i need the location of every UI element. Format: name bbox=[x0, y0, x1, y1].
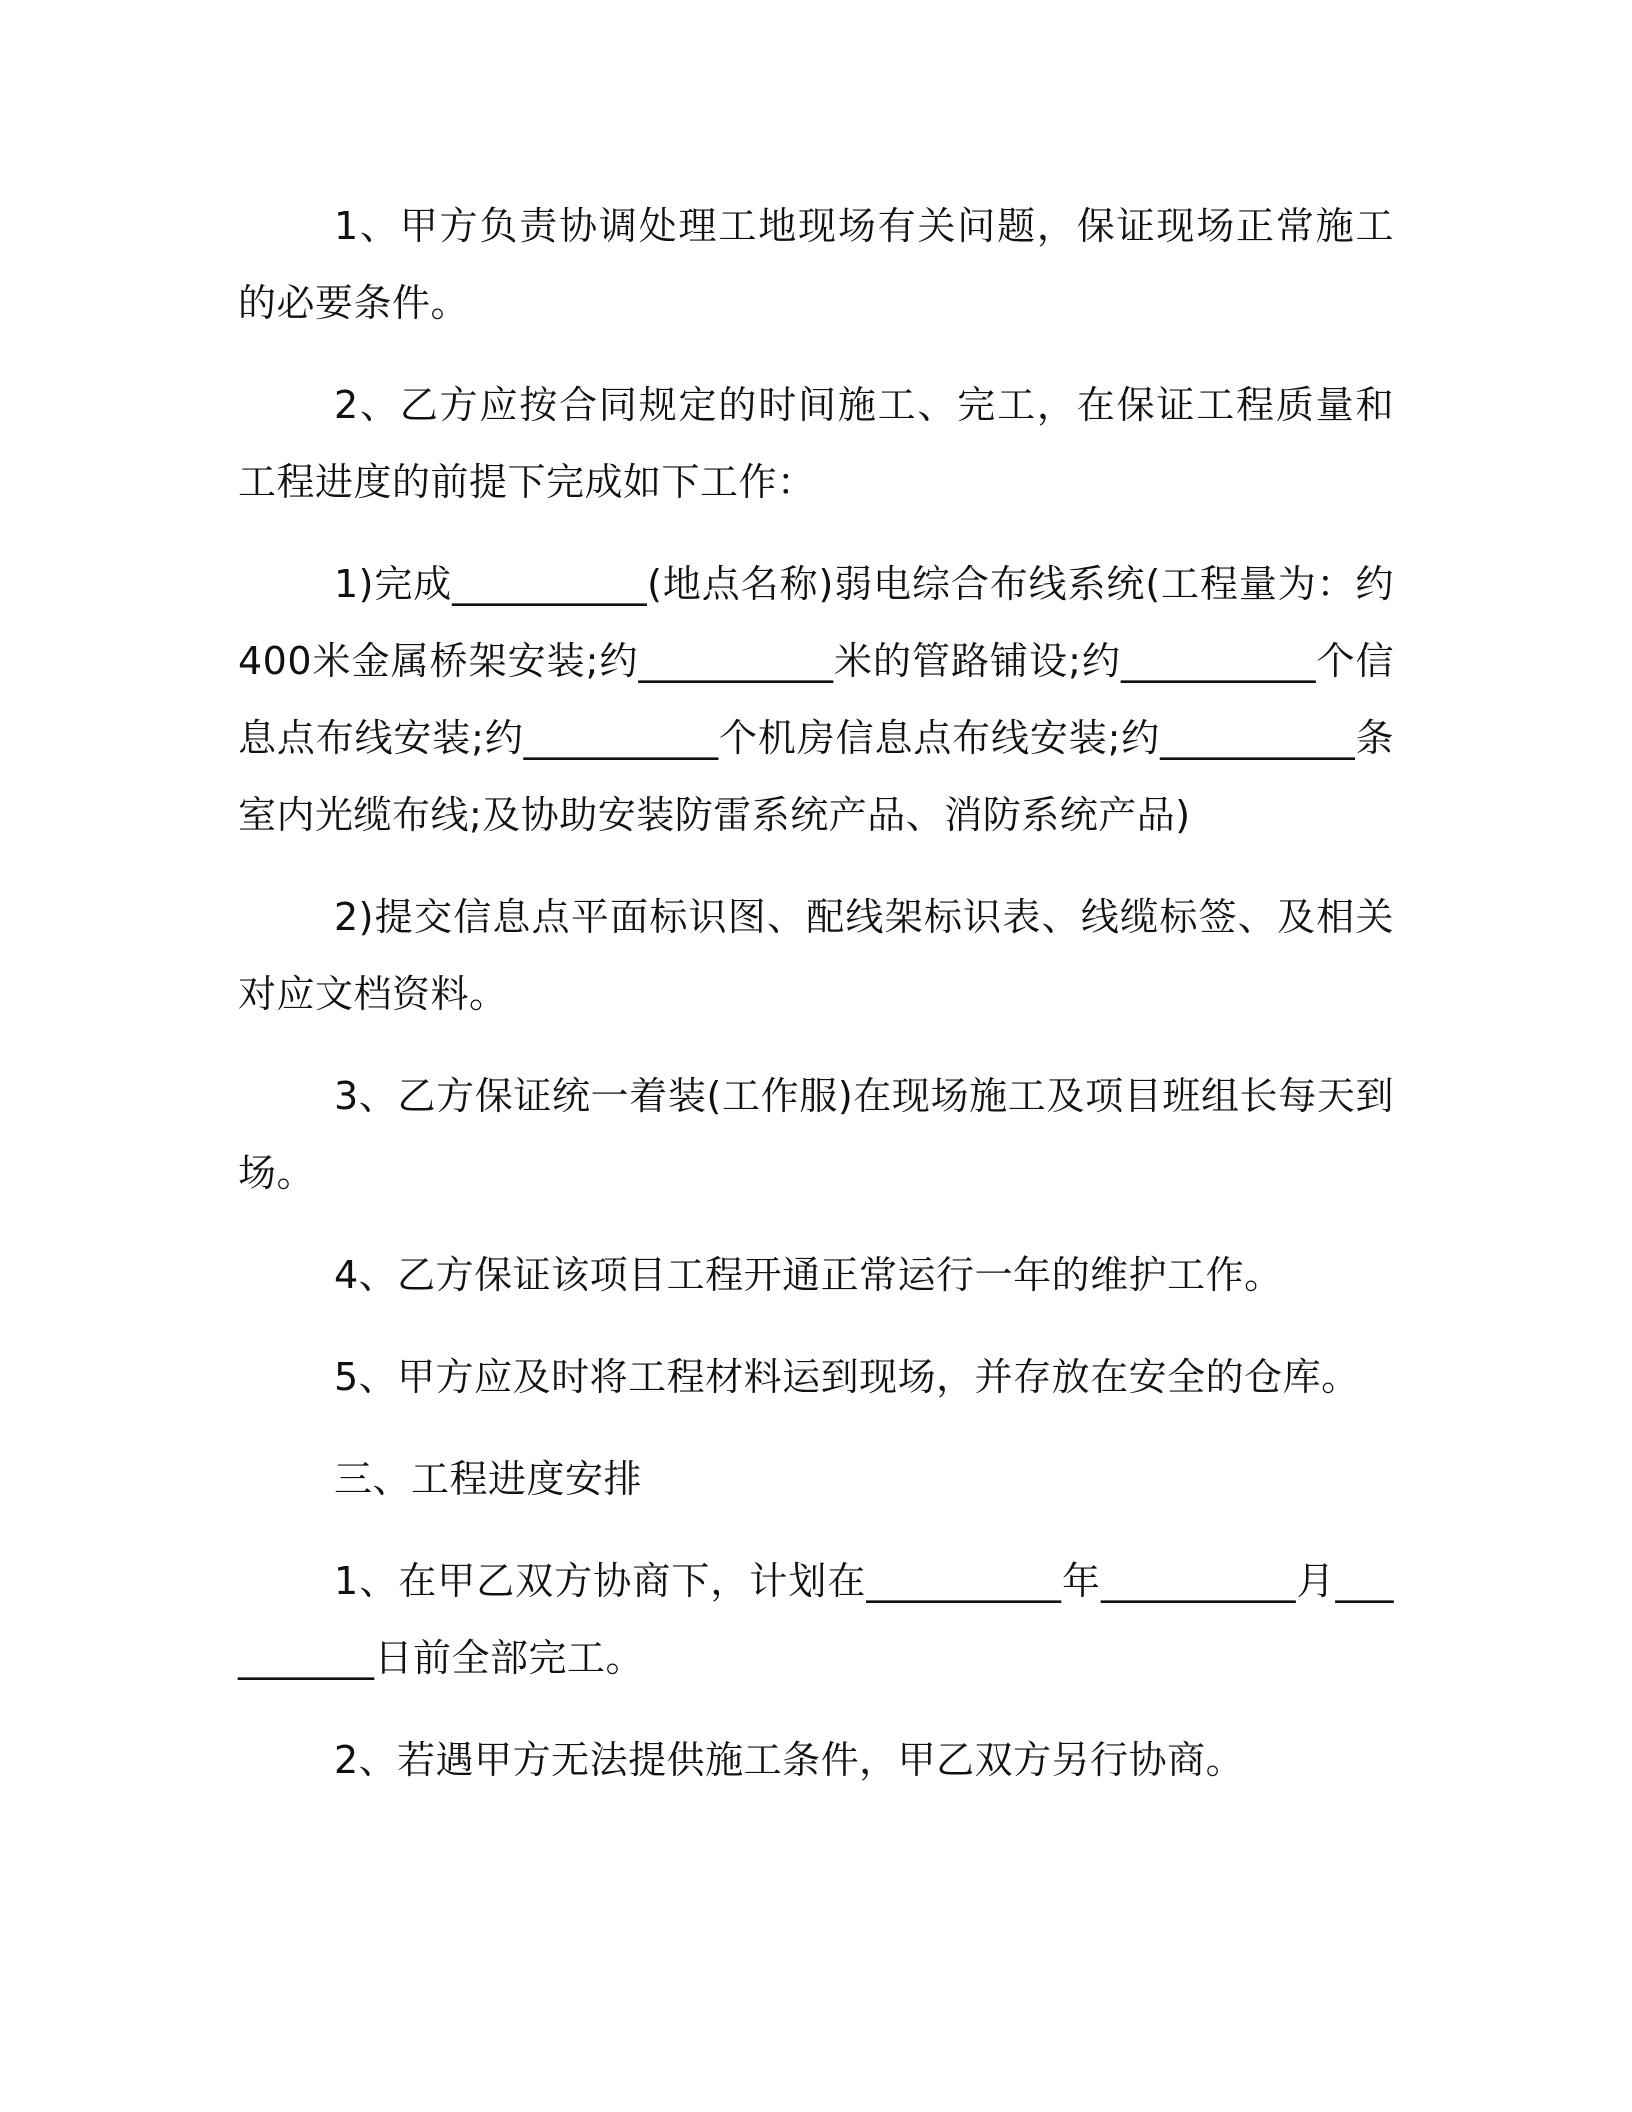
document-body bbox=[238, 188, 1394, 1824]
work-item-1-paragraph: 1)完成__________(地点名称)弱电综合布线系统(工程量为：约400米金属桥架安装;约__________米的管路铺设;约__________个信息点布线安装;约__________个机房信息点布线安装;约__________条室内光缆布线;及协助安装防雷系统产品、消防系统产品) bbox=[238, 562, 1394, 837]
clause-3-paragraph: 3、乙方保证统一着装(工作服)在现场施工及项目班组长每天到场。 bbox=[238, 1074, 1394, 1195]
clause-2-paragraph: 2、乙方应按合同规定的时间施工、完工，在保证工程质量和工程进度的前提下完成如下工作： bbox=[238, 383, 1394, 504]
schedule-clause-1-paragraph: 1、在甲乙双方协商下，计划在__________年__________月__________日前全部完工。 bbox=[238, 1559, 1394, 1680]
section-heading: 三、工程进度安排 bbox=[334, 1457, 643, 1501]
clause-4-paragraph: 4、乙方保证该项目工程开通正常运行一年的维护工作。 bbox=[334, 1253, 1283, 1297]
clause-1-paragraph: 1、甲方负责协调处理工地现场有关问题，保证现场正常施工的必要条件。 bbox=[238, 204, 1394, 325]
schedule-clause-2-paragraph: 2、若遇甲方无法提供施工条件，甲乙双方另行协商。 bbox=[334, 1738, 1245, 1782]
clause-5-paragraph: 5、甲方应及时将工程材料运到现场，并存放在安全的仓库。 bbox=[334, 1355, 1360, 1399]
work-item-2-paragraph: 2)提交信息点平面标识图、配线架标识表、线缆标签、及相关对应文档资料。 bbox=[238, 895, 1394, 1016]
